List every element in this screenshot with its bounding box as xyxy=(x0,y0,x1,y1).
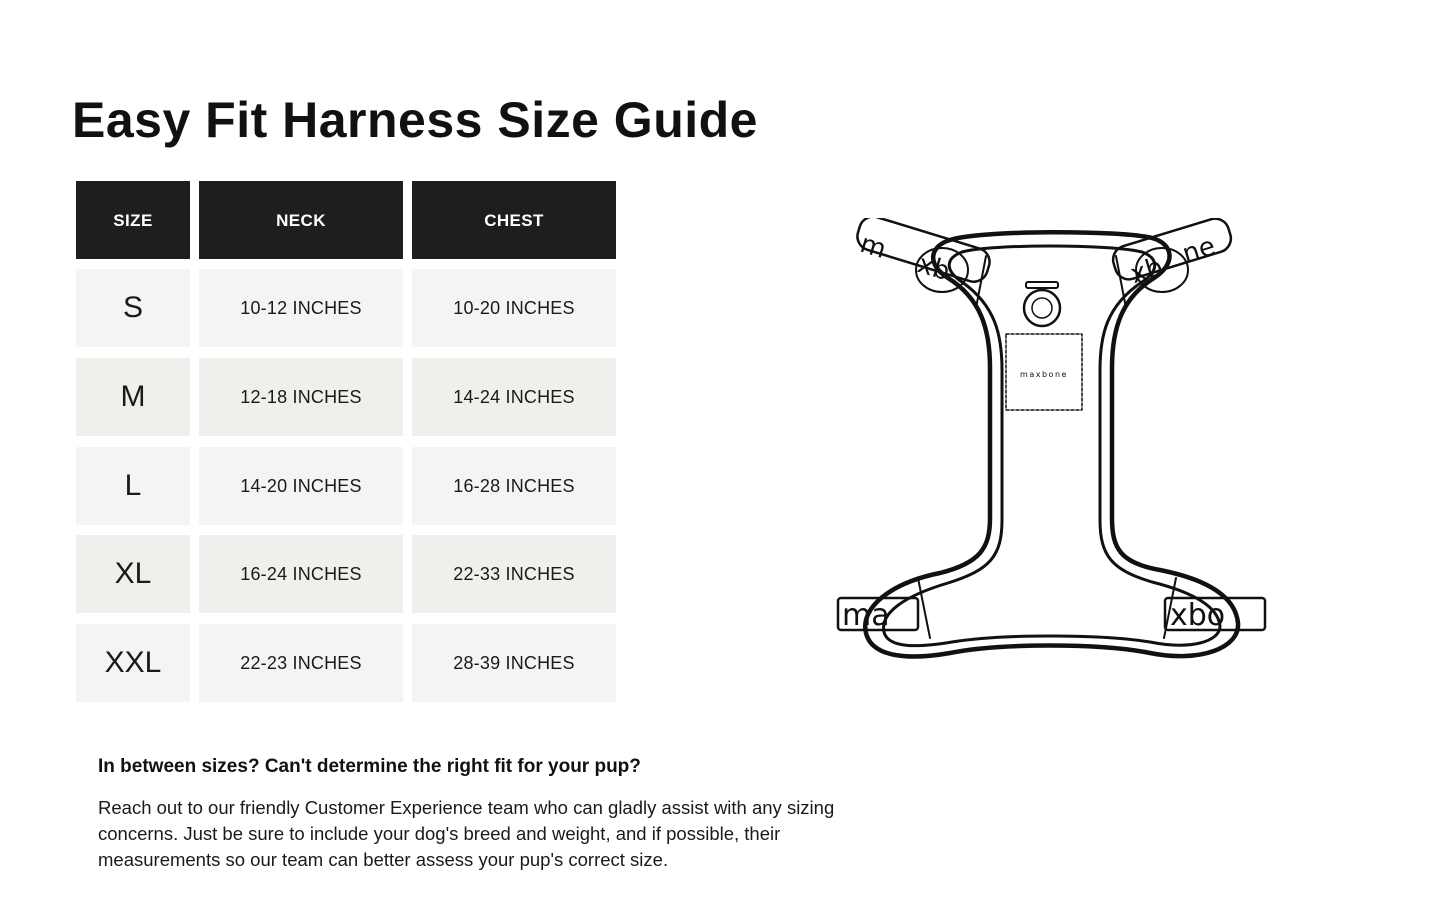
size-cell: S xyxy=(76,269,190,347)
help-body: Reach out to our friendly Customer Experience team who can gladly assist with any sizing concerns. Just be sure to include your dog's breed and weight, and if possible, their measurements so our team can better assess your pup's correct size. xyxy=(98,797,835,870)
brand-label: maxbone xyxy=(1020,370,1068,379)
size-cell: XXL xyxy=(76,624,190,702)
neck-cell: 16-24 INCHES xyxy=(199,535,403,613)
header-size: SIZE xyxy=(76,181,190,259)
neck-cell: 10-12 INCHES xyxy=(199,269,403,347)
size-cell: M xyxy=(76,358,190,436)
header-neck: NECK xyxy=(199,181,403,259)
neck-cell: 14-20 INCHES xyxy=(199,447,403,525)
table-row xyxy=(76,269,616,347)
strap-text-left-bottom: ma xyxy=(842,598,890,633)
strap-text-right-top: ne xyxy=(1178,231,1219,270)
chest-cell: 28-39 INCHES xyxy=(412,624,616,702)
chest-cell: 16-28 INCHES xyxy=(412,447,616,525)
chest-cell: 22-33 INCHES xyxy=(412,535,616,613)
neck-cell: 22-23 INCHES xyxy=(199,624,403,702)
strap-text-left-mid: xb xyxy=(913,249,954,288)
d-ring-bar xyxy=(1026,282,1058,288)
d-ring xyxy=(1024,290,1060,326)
chest-cell: 10-20 INCHES xyxy=(412,269,616,347)
harness-illustration xyxy=(830,218,1275,668)
table-row xyxy=(76,358,616,436)
strap-text-right-bottom: xbo xyxy=(1170,598,1226,633)
table-row xyxy=(76,624,616,702)
neck-cell: 12-18 INCHES xyxy=(199,358,403,436)
size-cell: XL xyxy=(76,535,190,613)
table-row xyxy=(76,535,616,613)
panel-bottom-left xyxy=(918,578,930,638)
d-ring-inner xyxy=(1032,298,1052,318)
header-chest: CHEST xyxy=(412,181,616,259)
size-cell: L xyxy=(76,447,190,525)
help-title: In between sizes? Can't determine the right fit for your pup? xyxy=(98,756,641,777)
table-row xyxy=(76,447,616,525)
page-title: Easy Fit Harness Size Guide xyxy=(72,92,758,148)
strap-text-left-top: m xyxy=(856,228,890,265)
chest-cell: 14-24 INCHES xyxy=(412,358,616,436)
table-header-row xyxy=(76,181,616,259)
strap-text-right-mid: xb xyxy=(1127,252,1167,291)
